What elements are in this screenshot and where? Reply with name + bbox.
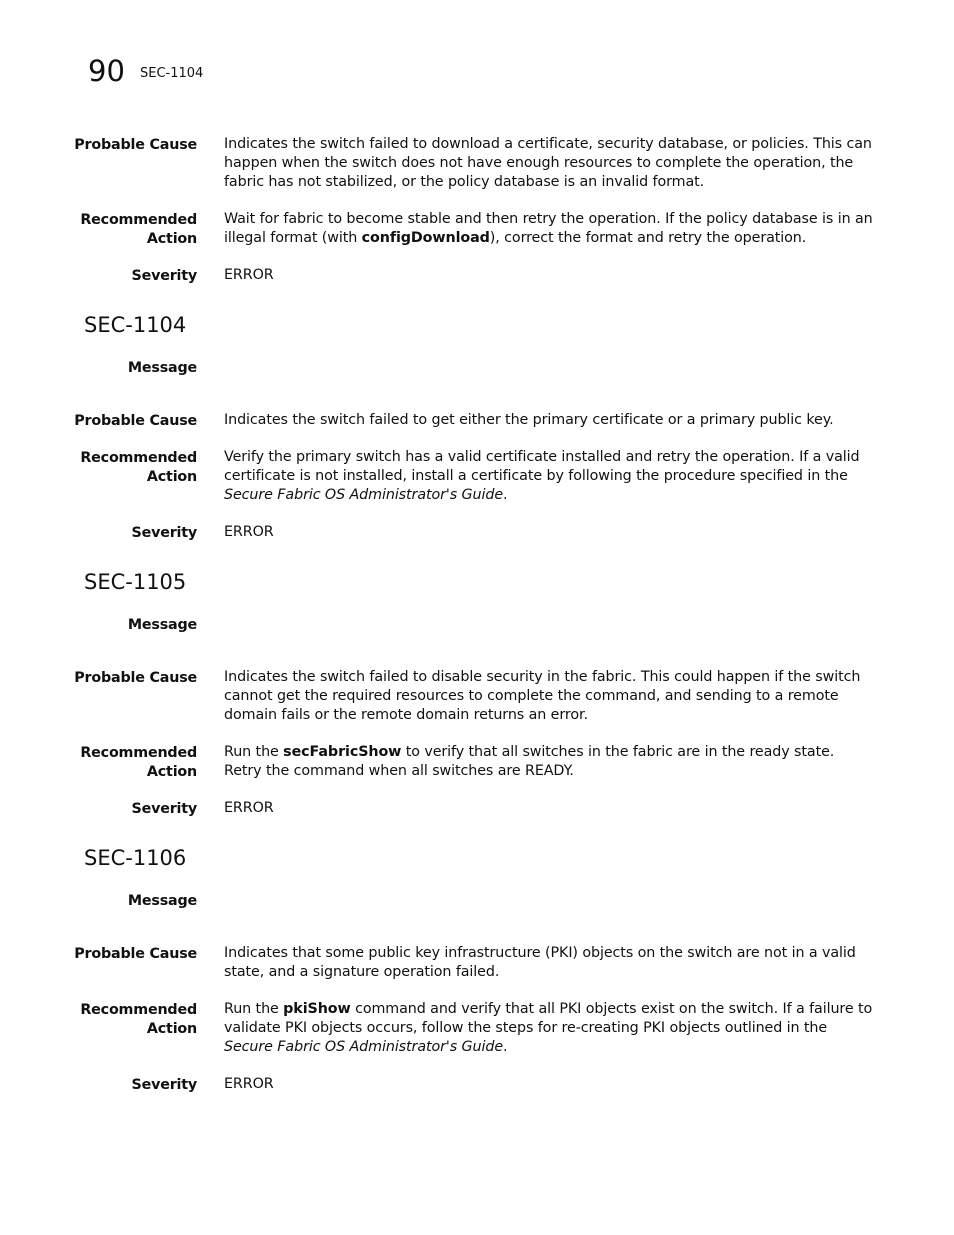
recommended-text-part2: . xyxy=(503,487,508,503)
recommended-label-line2: Action xyxy=(146,469,197,485)
recommended-label-line2: Action xyxy=(146,764,197,780)
recommended-action-text xyxy=(224,210,874,248)
probable-cause-label: Probable Cause xyxy=(74,137,197,153)
probable-cause-text: Indicates the switch failed to get either the primary certificate or a primary public key. xyxy=(224,412,834,428)
recommended-label-line1: Recommended xyxy=(80,212,197,228)
recommended-action-label xyxy=(80,211,197,249)
recommended-text-part1: Run the xyxy=(224,1001,284,1017)
recommended-label-line2: Action xyxy=(146,1021,197,1037)
recommended-text-part1: Verify the primary switch has a valid certificate installed and retry the operation. If a valid certificate is not installed, install a certificate by following the procedure specified in the xyxy=(224,449,860,484)
recommended-text-part3: . xyxy=(503,1039,508,1055)
guide-title: Secure Fabric OS Administrator's Guide xyxy=(224,487,504,503)
severity-label: Severity xyxy=(131,801,197,817)
message-label: Message xyxy=(127,360,197,376)
recommended-text-part2: to verify that all switches in the fabric are in the ready state. Retry the command when all switches are READY. xyxy=(224,744,835,779)
probable-cause-label: Probable Cause xyxy=(74,670,197,686)
message-label: Message xyxy=(127,617,197,633)
recommended-text-part1: Run the xyxy=(224,744,284,760)
chapter-number: 90 xyxy=(88,54,125,88)
probable-cause-text: Indicates the switch failed to disable security in the fabric. This could happen if the switch cannot get the required resources to complete the command, and sending to a remote domain fails or the remote domain returns an error. xyxy=(224,669,861,723)
command-name: secFabricShow xyxy=(283,744,402,760)
recommended-text-part2: command and verify that all PKI objects exist on the switch. If a failure to validate PKI objects occurs, follow the steps for re-creating PKI objects outlined in the xyxy=(224,1001,873,1036)
message-label: Message xyxy=(127,893,197,909)
recommended-action-text xyxy=(224,743,874,781)
guide-title: Secure Fabric OS Administrator's Guide xyxy=(224,1039,504,1055)
recommended-label-line2: Action xyxy=(146,231,197,247)
running-title: SEC-1104 xyxy=(140,66,204,81)
probable-cause-label: Probable Cause xyxy=(74,946,197,962)
recommended-action-label xyxy=(80,1001,197,1039)
recommended-label-line1: Recommended xyxy=(80,450,197,466)
severity-value: ERROR xyxy=(224,524,274,540)
recommended-label-line1: Recommended xyxy=(80,1002,197,1018)
probable-cause-text: Indicates that some public key infrastructure (PKI) objects on the switch are not in a valid state, and a signature operation failed. xyxy=(224,945,856,980)
recommended-text-part2: ), correct the format and retry the operation. xyxy=(489,230,807,246)
recommended-action-label xyxy=(80,449,197,487)
severity-value: ERROR xyxy=(224,800,274,816)
section-heading: SEC-1105 xyxy=(84,570,187,594)
recommended-action-label xyxy=(80,744,197,782)
severity-value: ERROR xyxy=(224,267,274,283)
command-name: pkiShow xyxy=(283,1001,351,1017)
section-heading: SEC-1106 xyxy=(84,846,187,870)
recommended-action-text xyxy=(224,448,874,505)
section-heading: SEC-1104 xyxy=(84,313,187,337)
recommended-action-text xyxy=(224,1000,874,1057)
severity-label: Severity xyxy=(131,1077,197,1093)
recommended-text-part1: Wait for fabric to become stable and then retry the operation. If the policy database is in an illegal format (with xyxy=(224,211,873,246)
probable-cause-text: Indicates the switch failed to download a certificate, security database, or policies. This can happen when the switch does not have enough resources to complete the operation, the fabric has not stabilized, or the policy database is an invalid format. xyxy=(224,136,872,190)
probable-cause-label: Probable Cause xyxy=(74,413,197,429)
recommended-label-line1: Recommended xyxy=(80,745,197,761)
severity-label: Severity xyxy=(131,525,197,541)
command-name: configDownload xyxy=(361,230,490,246)
severity-value: ERROR xyxy=(224,1076,274,1092)
severity-label: Severity xyxy=(131,268,197,284)
